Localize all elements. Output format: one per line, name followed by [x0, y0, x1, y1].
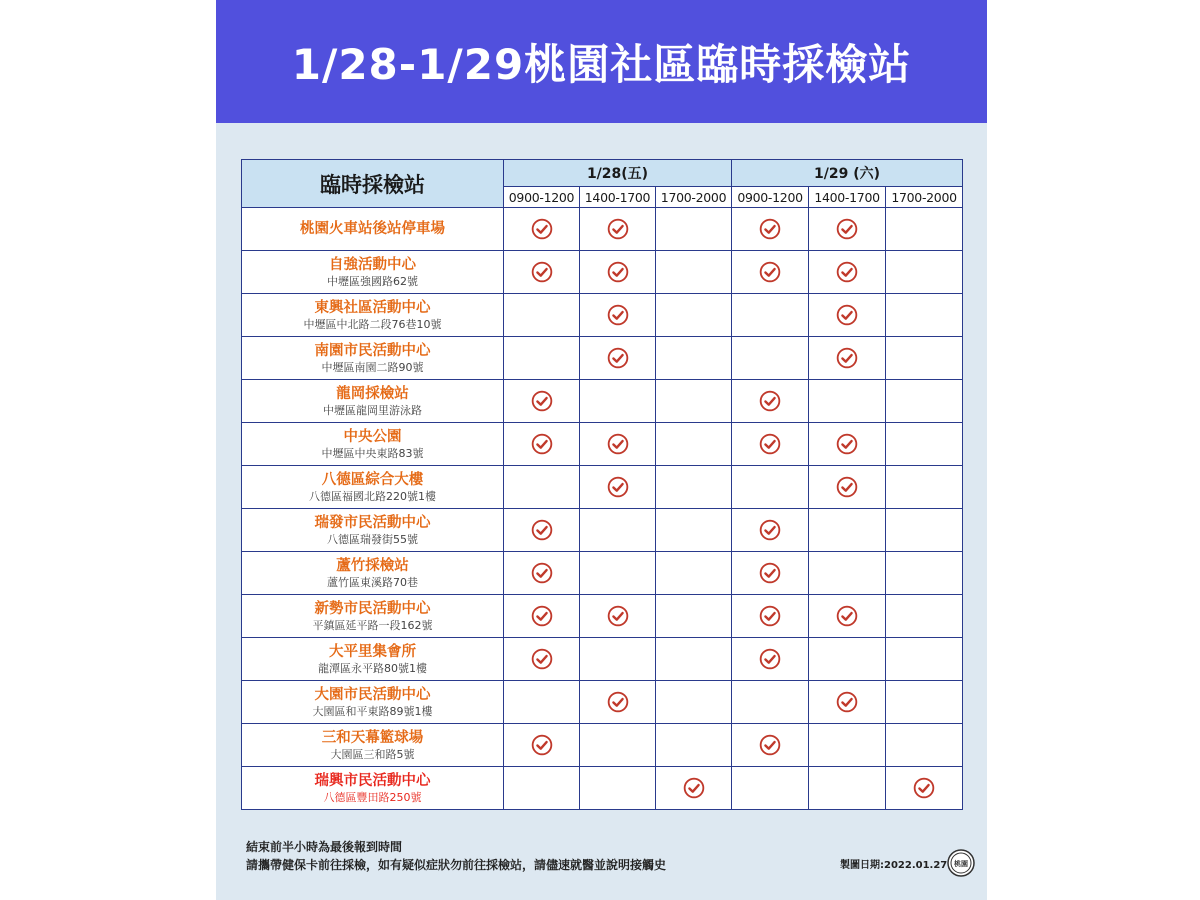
slot-cell: [504, 337, 580, 380]
site-cell: [242, 337, 504, 380]
slot-header: 1400-1700: [809, 187, 886, 208]
slot-cell: [732, 337, 809, 380]
site-address: 蘆竹區東溪路70巷: [327, 575, 418, 589]
check-circle-icon: [836, 218, 858, 240]
site-name: 瑞興市民活動中心: [314, 772, 431, 789]
slot-cell: [580, 724, 656, 767]
site-address: 平鎮區延平路一段162號: [312, 618, 433, 632]
site-address: 中壢區南園二路90號: [321, 360, 424, 374]
site-cell: [242, 251, 504, 294]
poster: [216, 0, 987, 900]
check-circle-icon: [836, 691, 858, 713]
site-name: 東興社區活動中心: [314, 299, 431, 316]
slot-cell: [732, 552, 809, 595]
site-address: 中壢區中北路二段76巷10號: [303, 317, 442, 331]
slot-cell: [809, 208, 886, 251]
check-circle-icon: [607, 347, 629, 369]
site-address: 龍潭區永平路80號1樓: [318, 661, 427, 675]
slot-cell: [732, 638, 809, 681]
site-cell: [242, 294, 504, 337]
site-name: 瑞發市民活動中心: [314, 514, 431, 531]
slot-cell: [886, 423, 963, 466]
site-address: 中壢區中央東路83號: [321, 446, 424, 460]
table-row: [242, 466, 963, 509]
footer-note-1: 結束前半小時為最後報到時間: [246, 840, 403, 854]
site-cell: [242, 208, 504, 251]
seal-text: 桃園: [954, 860, 968, 868]
slot-cell: [580, 767, 656, 810]
site-name: 中央公園: [343, 428, 402, 445]
slot-cell: [504, 294, 580, 337]
slot-cell: [886, 466, 963, 509]
site-cell: [242, 423, 504, 466]
check-circle-icon: [607, 605, 629, 627]
slot-cell: [656, 423, 732, 466]
slot-cell: [656, 380, 732, 423]
check-circle-icon: [531, 261, 553, 283]
slot-cell: [886, 380, 963, 423]
site-address: 大園區和平東路89號1樓: [312, 704, 433, 718]
table-row: [242, 337, 963, 380]
table-row: [242, 294, 963, 337]
slot-cell: [656, 552, 732, 595]
check-circle-icon: [913, 777, 935, 799]
slot-cell: [580, 380, 656, 423]
table-row: [242, 681, 963, 724]
day-header-2: 1/29 (六): [732, 160, 963, 187]
site-header: 臨時採檢站: [242, 160, 504, 208]
slot-cell: [732, 681, 809, 724]
slot-cell: [656, 681, 732, 724]
slot-cell: [809, 681, 886, 724]
site-address: 大園區三和路5號: [330, 747, 415, 761]
site-name: 蘆竹採檢站: [336, 557, 409, 574]
check-circle-icon: [607, 304, 629, 326]
slot-cell: [580, 595, 656, 638]
slot-cell: [656, 294, 732, 337]
check-circle-icon: [759, 390, 781, 412]
slot-cell: [504, 208, 580, 251]
site-name: 三和天幕籃球場: [321, 729, 424, 746]
slot-cell: [504, 380, 580, 423]
check-circle-icon: [836, 261, 858, 283]
table-row: [242, 509, 963, 552]
check-circle-icon: [531, 519, 553, 541]
slot-cell: [504, 638, 580, 681]
slot-cell: [656, 251, 732, 294]
slot-cell: [580, 294, 656, 337]
check-circle-icon: [836, 605, 858, 627]
seal-icon: [947, 849, 975, 877]
slot-cell: [809, 337, 886, 380]
check-circle-icon: [607, 691, 629, 713]
slot-cell: [809, 595, 886, 638]
slot-header: 1700-2000: [886, 187, 963, 208]
slot-cell: [732, 294, 809, 337]
slot-cell: [656, 638, 732, 681]
check-circle-icon: [759, 433, 781, 455]
check-circle-icon: [607, 433, 629, 455]
slot-cell: [580, 552, 656, 595]
check-circle-icon: [607, 261, 629, 283]
schedule-rows: [242, 208, 963, 810]
check-circle-icon: [531, 218, 553, 240]
slot-cell: [504, 681, 580, 724]
slot-cell: [886, 552, 963, 595]
slot-cell: [504, 724, 580, 767]
slot-cell: [886, 294, 963, 337]
footer-notes: [246, 838, 666, 874]
site-address: 中壢區強國路62號: [327, 274, 418, 288]
slot-cell: [886, 208, 963, 251]
site-address: 中壢區龍岡里游泳路: [323, 403, 422, 417]
check-circle-icon: [531, 605, 553, 627]
check-circle-icon: [759, 519, 781, 541]
slot-cell: [504, 767, 580, 810]
slot-cell: [732, 466, 809, 509]
site-cell: [242, 681, 504, 724]
slot-cell: [809, 466, 886, 509]
slot-cell: [504, 251, 580, 294]
slot-cell: [580, 208, 656, 251]
schedule-table: [241, 159, 963, 810]
slot-cell: [732, 595, 809, 638]
site-cell: [242, 509, 504, 552]
slot-cell: [580, 251, 656, 294]
slot-cell: [580, 509, 656, 552]
site-address: 八德區福國北路220號1樓: [309, 489, 436, 503]
slot-cell: [886, 337, 963, 380]
slot-cell: [732, 724, 809, 767]
slot-cell: [656, 208, 732, 251]
slot-cell: [580, 681, 656, 724]
check-circle-icon: [531, 562, 553, 584]
footer-note-2: 請攜帶健保卡前往採檢，如有疑似症狀勿前往採檢站，請儘速就醫並說明接觸史: [246, 858, 667, 872]
site-name: 新勢市民活動中心: [314, 600, 431, 617]
slot-cell: [886, 509, 963, 552]
slot-cell: [656, 466, 732, 509]
site-name: 龍岡採檢站: [336, 385, 409, 402]
table-row: [242, 767, 963, 810]
table-row: [242, 595, 963, 638]
slot-cell: [732, 208, 809, 251]
slot-cell: [732, 767, 809, 810]
check-circle-icon: [759, 261, 781, 283]
check-circle-icon: [836, 304, 858, 326]
slot-cell: [886, 724, 963, 767]
table-row: [242, 251, 963, 294]
slot-cell: [732, 423, 809, 466]
slot-cell: [732, 380, 809, 423]
check-circle-icon: [836, 347, 858, 369]
slot-cell: [886, 638, 963, 681]
check-circle-icon: [531, 648, 553, 670]
production-date: 製圖日期:2022.01.27: [840, 860, 948, 871]
slot-header: 1400-1700: [580, 187, 656, 208]
site-cell: [242, 595, 504, 638]
site-address: 八德區瑞發街55號: [327, 532, 418, 546]
slot-header: 0900-1200: [504, 187, 580, 208]
slot-cell: [580, 466, 656, 509]
slot-cell: [504, 595, 580, 638]
table-row: [242, 552, 963, 595]
check-circle-icon: [607, 218, 629, 240]
check-circle-icon: [607, 476, 629, 498]
site-cell: [242, 767, 504, 810]
table-row: [242, 638, 963, 681]
slot-cell: [504, 466, 580, 509]
slot-cell: [886, 767, 963, 810]
slot-cell: [809, 724, 886, 767]
slot-cell: [809, 294, 886, 337]
table-row: [242, 724, 963, 767]
table-row: [242, 423, 963, 466]
site-cell: [242, 724, 504, 767]
check-circle-icon: [683, 777, 705, 799]
slot-cell: [656, 509, 732, 552]
site-cell: [242, 638, 504, 681]
slot-cell: [504, 552, 580, 595]
site-address: 八德區豐田路250號: [323, 790, 422, 804]
slot-cell: [809, 423, 886, 466]
slot-header: 0900-1200: [732, 187, 809, 208]
site-cell: [242, 380, 504, 423]
check-circle-icon: [759, 562, 781, 584]
slot-cell: [809, 552, 886, 595]
site-name: 八德區綜合大樓: [321, 471, 424, 488]
site-name: 桃園火車站後站停車場: [300, 221, 445, 237]
site-cell: [242, 552, 504, 595]
check-circle-icon: [759, 605, 781, 627]
slot-cell: [656, 724, 732, 767]
slot-cell: [580, 638, 656, 681]
slot-cell: [809, 509, 886, 552]
title-banner: [216, 0, 987, 123]
slot-cell: [809, 380, 886, 423]
table-row: [242, 380, 963, 423]
slot-cell: [580, 337, 656, 380]
slot-cell: [580, 423, 656, 466]
site-cell: [242, 466, 504, 509]
slot-cell: [656, 595, 732, 638]
check-circle-icon: [836, 433, 858, 455]
table-row: [242, 208, 963, 251]
slot-cell: [886, 681, 963, 724]
page-title: 1/28-1/29桃園社區臨時採檢站: [291, 39, 912, 89]
site-name: 大平里集會所: [329, 643, 416, 660]
check-circle-icon: [759, 648, 781, 670]
slot-cell: [732, 509, 809, 552]
slot-cell: [886, 595, 963, 638]
check-circle-icon: [759, 218, 781, 240]
check-circle-icon: [759, 734, 781, 756]
slot-cell: [656, 767, 732, 810]
check-circle-icon: [531, 390, 553, 412]
slot-cell: [809, 767, 886, 810]
slot-cell: [809, 638, 886, 681]
site-name: 南園市民活動中心: [314, 342, 431, 359]
slot-cell: [809, 251, 886, 294]
slot-cell: [504, 509, 580, 552]
check-circle-icon: [531, 433, 553, 455]
site-name: 自強活動中心: [329, 256, 416, 273]
day-header-1: 1/28(五): [504, 160, 732, 187]
check-circle-icon: [531, 734, 553, 756]
slot-cell: [656, 337, 732, 380]
site-name: 大園市民活動中心: [314, 686, 431, 703]
slot-header: 1700-2000: [656, 187, 732, 208]
slot-cell: [886, 251, 963, 294]
slot-cell: [504, 423, 580, 466]
slot-cell: [732, 251, 809, 294]
check-circle-icon: [836, 476, 858, 498]
